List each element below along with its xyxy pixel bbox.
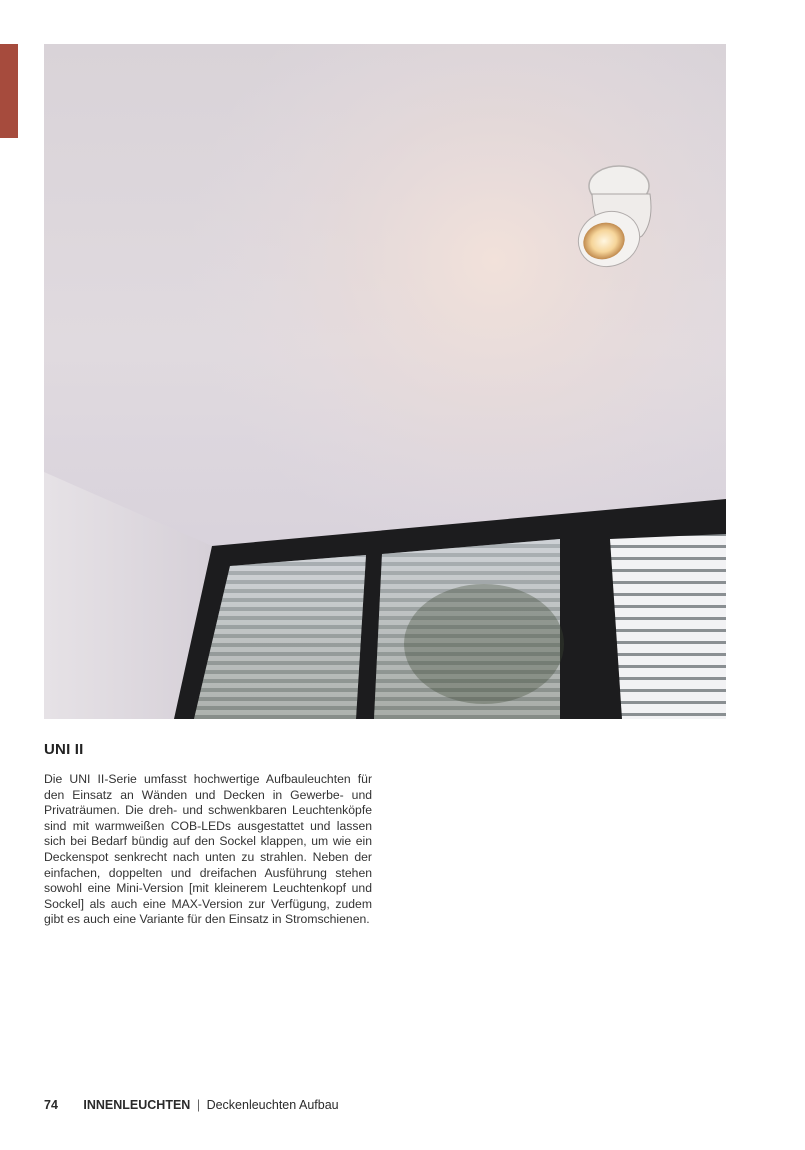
page-number: 74 (44, 1098, 58, 1112)
product-title: UNI II (44, 741, 84, 758)
accent-bar (0, 44, 18, 138)
page-footer (44, 1098, 339, 1112)
footer-section: INNENLEUCHTEN (83, 1098, 191, 1112)
product-photo (44, 44, 726, 719)
footer-separator: | (196, 1098, 201, 1112)
footer-subsection: Deckenleuchten Aufbau (206, 1098, 339, 1112)
product-description: Die UNI II-Serie umfasst hochwertige Aufbauleuchten für den Einsatz an Wänden und Decken in Gewerbe- und Privaträumen. Die dreh- und schwenkbaren Leuchtenköpfe sind mit warmweißen COB-LEDs ausgestattet und lassen sich bei Bedarf bündig auf den Sockel klappen, um wie ein Deckenspot senkrecht nach unten zu strahlen. Neben der einfachen, doppelten und dreifachen Ausführung stehen sowohl eine Mini-Version [mit kleinerem Leuchtenkopf und Sockel] als auch eine MAX-Version zur Verfügung, zudem gibt es auch eine Variante für den Einsatz in Stromschienen. (44, 772, 372, 927)
